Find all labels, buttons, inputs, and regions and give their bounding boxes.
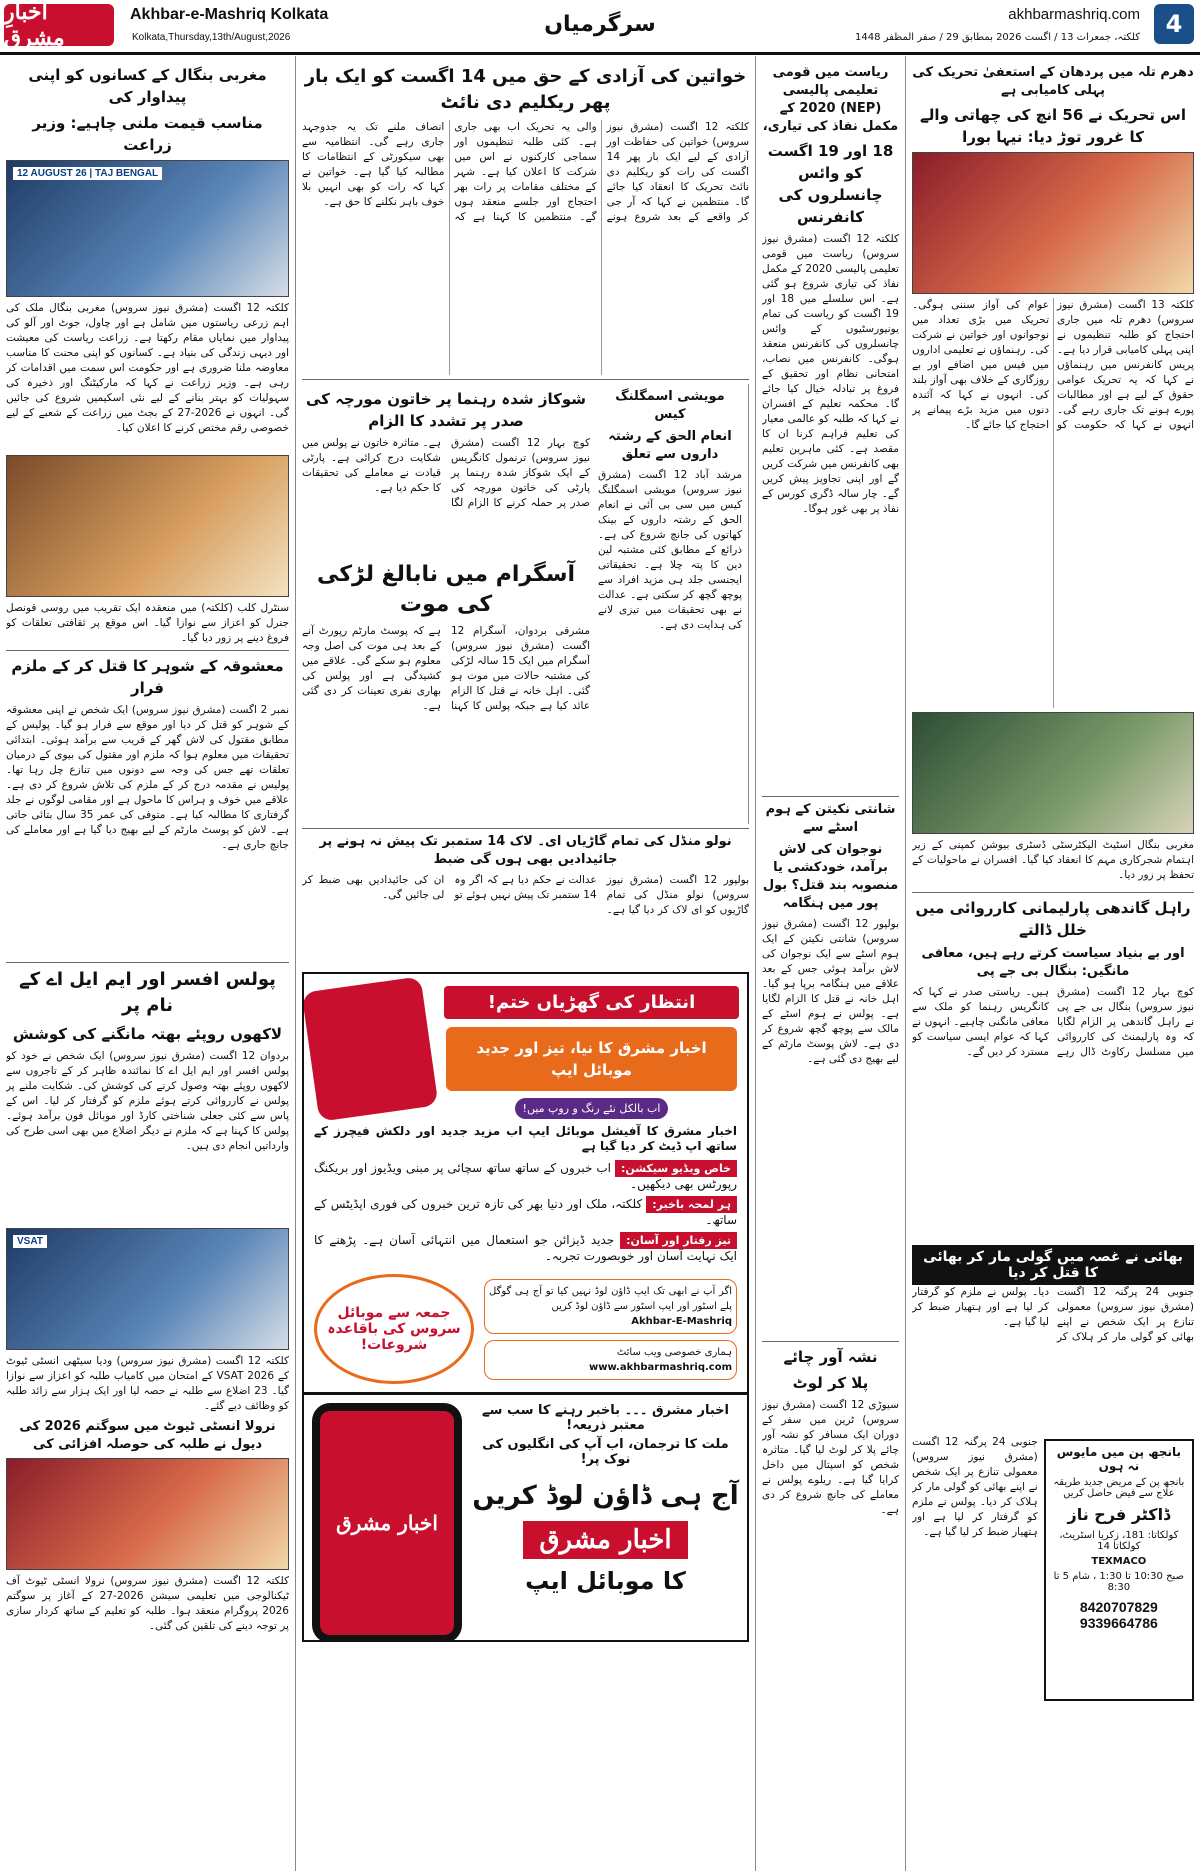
- ad-purple-wrap: [436, 1097, 747, 1119]
- article-murder-body: نمبر 2 اگست (مشرق نیوز سروس) ایک شخص نے اپنی معشوقہ کے شوہر کو قتل کر دیا اور موقع سے فرار ہو گیا۔ پولیس کے مطابق مقتول کی لاش گھر کے قریب سے برآمد ہوئی۔ ابتدائی تحقیقات میں معلوم ہوا کہ ملزم اور مقتول کی بیوی کے درمیان تعلقات تھے جس کی وجہ سے دونوں میں تنازع چل رہا تھا۔ پولیس نے مقدمہ درج کر کے ملزم کی تلاش شروع کر دی ہے۔ علاقے میں خوف و ہراس کا ماحول ہے اور مقامی لوگوں نے جلد گرفتاری کا مطالبہ کیا ہے۔ متوفی کی عمر 35 سال بتائی جاتی ہے۔ لاش کو پوسٹ مارٹم کے لیے بھیج دیا گیا ہے اور معاملے کی جانچ جاری ہے۔: [6, 704, 289, 851]
- center-mid-main: [302, 384, 590, 824]
- headline-nolu: نولو منڈل کی تمام گاڑیاں ای۔ لاک 14 ستمبر تک پیش نہ ہونے پر جائیدادیں بھی ہوں گی ضبط: [319, 834, 732, 867]
- ad-links: [484, 1279, 737, 1380]
- photo-caption-vsat: VSAT: [13, 1235, 47, 1248]
- page-number: 4: [1154, 4, 1194, 44]
- article-reclaim-body: کلکتہ 12 اگست (مشرق نیوز سروس) خواتین کی حفاظت اور آزادی کے لیے ایک بار پھر 14 اگست کی رات کو ریکلیم دی نائٹ تحریک کا انعقاد کیا جائے گا۔ منتظمین نے کہا کہ آر جی کر واقعے کے بعد شروع ہونے والی یہ تحریک اب بھی جاری ہے۔ کئی طلبہ تنظیموں اور سماجی کارکنوں نے اس میں شرکت کا اعلان کیا ہے۔ شہر کے مختلف مقامات پر رات بھر احتجاج اور جلسے منعقد ہوں گے۔ منتظمین کا کہنا ہے کہ انصاف ملنے تک یہ جدوجہد جاری رہے گی۔ انتظامیہ سے بھی سیکورٹی کے انتظامات کا مطالبہ کیا گیا ہے۔ خواتین نے کہا کہ رات کو بھی انہیں بلا خوف باہر نکلنے کا حق ہے۔: [302, 121, 749, 223]
- headline-extortion-sub: لاکھوں روپئے بھتہ مانگنے کی کوشش: [12, 1025, 283, 1043]
- headline-rahul-sub: اور بے بنیاد سیاست کرتے رہے ہیں، معافی مانگیں: بنگال بی جے پی: [921, 946, 1185, 979]
- article-nep-body: کلکتہ 12 اگست (مشرق نیوز سروس) ریاست میں قومی تعلیمی پالیسی 2020 کے مکمل نفاذ کی تیاری شروع ہو گئی ہے۔ اس سلسلے میں 18 اور 19 اگست کو ریاست کی تمام یونیورسٹیوں کے وائس چانسلروں کی کانفرنس منعقد ہوگی۔ کانفرنس میں نصاب، امتحانی نظام اور تحقیق کے فروغ پر تبادلہ خیال کیا جائے گا۔ محکمہ تعلیم کے افسران نے کہا کہ طلبہ کو عالمی معیار کی تعلیم فراہم کرنا ان کا مقصد ہے۔ کئی ماہرین تعلیم بھی کانفرنس میں شرکت کریں گے اور اپنی تجاویز پیش کریں گے۔ چار سالہ ڈگری کورس کے نفاذ پر بھی غور ہوگا۔: [762, 233, 899, 515]
- article-brother-body: جنوبی 24 پرگنہ 12 اگست (مشرق نیوز سروس) معمولی تنازع پر ایک شخص نے اپنے بھائی کو گولی مار کر ہلاک کر دیا۔ پولس نے ملزم کو گرفتار کر لیا ہے اور ہتھیار ضبط کر لیا گیا ہے۔: [912, 1286, 1194, 1343]
- ad-phone-screen: اخبار مشرق: [320, 1411, 454, 1635]
- center-mid-row: [302, 384, 749, 824]
- right-bottom-row: [912, 1435, 1194, 1705]
- divider: [302, 828, 749, 829]
- doctor-timing: صبح 10:30 تا 1:30 ، شام 5 تا 8:30: [1053, 1571, 1185, 1593]
- ad-side-1: اخبار مشرق ۔۔۔ باخبر رہنے کا سب سے معتبر ذریعہ!: [482, 1403, 729, 1433]
- doctor-address: کولکاتا: 181، زکریا اسٹریٹ، کولکاتا 14: [1059, 1530, 1179, 1552]
- headline-dharmatala-sub: اس تحریک نے 56 انچ کی چھاتی والے کا غرور توڑ دیا: نیہا بورا: [920, 106, 1186, 146]
- photo-plantation: [912, 712, 1194, 834]
- doctor-ad-title: بانجھ پن میں مایوس نہ ہوں: [1056, 1445, 1181, 1473]
- headline-farmers-sub: مناسب قیمت ملنی چاہیے: وزیر زراعت: [32, 114, 263, 154]
- ad-top-row: [304, 974, 747, 1120]
- article-tea-body: سیوڑی 12 اگست (مشرق نیوز سروس) ٹرین میں سفر کے دوران ایک مسافر کو نشہ آور چائے پلا کر لوٹ لیا گیا۔ متاثرہ شخص کو اسپتال میں داخل کرایا گیا ہے۔ ریلوے پولس نے معاملے کی جانچ شروع کر دی ہے۔: [762, 1399, 899, 1516]
- headline-cattle-sub: انعام الحق کے رشتہ داروں سے تعلق: [608, 429, 732, 462]
- headline-cattle: مویشی اسمگلنگ کیس: [615, 389, 725, 422]
- masthead: [0, 0, 1200, 55]
- ad-feature-1-tag: خاص ویڈیو سیکشن:: [615, 1160, 737, 1177]
- ad-feature-3: [304, 1230, 747, 1266]
- english-title: Akhbar-e-Mashriq Kolkata: [130, 6, 329, 23]
- column-left: [0, 56, 295, 1871]
- article-farmers-body: کلکتہ 12 اگست (مشرق نیوز سروس) مغربی بنگال ملک کی اہم زرعی ریاستوں میں شامل ہے اور چاول، جوٹ اور آلو کی پیداوار میں نمایاں مقام رکھتا ہے۔ زراعت ریاست کی معیشت اور دیہی زندگی کی بنیاد ہے۔ کسانوں کو اپنی محنت کا مناسب معاوضہ ملنا ضروری ہے اور حکومت اس سمت میں اقدامات کر رہی ہے۔ وزیر زراعت نے کہا کہ مارکیٹنگ اور ذخیرہ کی سہولیات کو بہتر بنانے کے لیے نئی اسکیمیں شروع کی جائیں گی۔ انہوں نے 2026-27 کے بجٹ میں زراعت کے شعبے کے لیے خصوصی رقم مختص کرنے کا اعلان کیا۔: [6, 302, 289, 434]
- headline-narula: نرولا انسٹی ٹیوٹ میں سوگتم 2026 کی دیول نے طلبہ کی حوصلہ افزائی کی: [19, 1419, 276, 1452]
- divider: [302, 379, 749, 380]
- ad-feature-1-text: اب خبروں کے ساتھ ساتھ سچائی پر مبنی ویڈیوز اور بریکنگ رپورٹس بھی دیکھیں۔: [314, 1161, 737, 1191]
- article-consul-body: سنٹرل کلب (کلکتہ) میں منعقدہ ایک تقریب میں روسی قونصل جنرل کو اعزاز سے نوازا گیا۔ اس موقع پر ثقافتی تعلقات کو فروغ دینے پر زور دیا گیا۔: [6, 602, 289, 644]
- doctor-phone-2[interactable]: 9339664786: [1079, 1615, 1158, 1631]
- logo: اخبارِ مشرق: [4, 4, 114, 46]
- headline-tea-sub: پلا کر لوٹ: [792, 1374, 869, 1392]
- ad-phone: [312, 1403, 462, 1642]
- ad-download-cta[interactable]: آج ہی ڈاؤن لوڈ کریں: [472, 1481, 739, 1511]
- urdu-date: کلکتہ، جمعرات 13 / اگست 2026 بمطابق 29 / صفر المظفر 1448: [855, 32, 1140, 43]
- column-center: [295, 56, 755, 1871]
- ad-headline: اخبار مشرق کا نیا، تیز اور جدید موبائل ایپ: [446, 1027, 737, 1091]
- article-rahul-body: کوچ بہار 12 اگست (مشرق نیوز سروس) بنگال بی جے پی نے راہل گاندھی پر الزام لگایا کہ وہ پارلیمنٹ کی کارروائی میں مسلسل رکاوٹ ڈال رہے ہیں۔ ریاستی صدر نے کہا کہ کانگریس رہنما کو ملک سے معافی مانگنی چاہیے۔ انہوں نے کہا کہ عوام ایسی سیاست کو مسترد کر دیں گے۔: [912, 986, 1194, 1058]
- ad-phone-small: [302, 976, 438, 1121]
- article-nolu-body: بولپور 12 اگست (مشرق نیوز سروس) نولو منڈل کی تمام گاڑیوں کو ای لاک کر دیا گیا ہے۔ عدالت نے حکم دیا ہے کہ اگر وہ 14 ستمبر تک پیش نہیں ہوئے تو ان کی جائیدادیں بھی ضبط کر لی جائیں گی۔: [302, 874, 749, 916]
- headline-brother: بھائی نے غصہ میں گولی مار کر بھائی کا قتل کر دیا: [912, 1245, 1194, 1285]
- article-brother-cont: جنوبی 24 پرگنہ 12 اگست (مشرق نیوز سروس) معمولی تنازع پر ایک شخص نے اپنے بھائی کو گولی مار کر ہلاک کر دیا۔ پولس نے ملزم کو گرفتار کر لیا ہے اور ہتھیار ضبط کر لیا گیا ہے۔: [912, 1436, 1038, 1538]
- article-dharmatala-body: کلکتہ 13 اگست (مشرق نیوز سروس) دھرم تلہ میں جاری احتجاج کو طلبہ تنظیموں نے اپنی پہلی کامیابی قرار دیا ہے۔ پریس کانفرنس میں رہنماؤں نے کہا کہ یہ تحریک عوامی حقوق کے لیے ہے اور مطالبات پورے ہونے تک جاری رہے گی۔ انہوں نے کہا کہ حکومت کو عوام کی آواز سننی ہوگی۔ تحریک میں بڑی تعداد میں نوجوانوں اور خواتین نے شرکت کی۔ رہنماؤں نے تعلیمی اداروں میں فیس میں اضافے اور بے روزگاری کے خلاف بھی آواز بلند کی۔ انہوں نے کہا کہ آئندہ دنوں میں مزید بڑے پیمانے پر احتجاج کیا جائے گا۔: [912, 299, 1194, 431]
- article-extortion-body: بردوان 12 اگست (مشرق نیوز سروس) ایک شخص نے خود کو پولس افسر اور ایم ایل اے کا نمائندہ ظاہر کر کے تاجروں سے لاکھوں روپئے بھتہ وصول کرنے کی کوشش کی۔ شکایت ملنے پر پولس نے کارروائی کرتے ہوئے ملزم کو گرفتار کر لیا۔ اس کے پاس سے کئی جعلی شناختی کارڈ اور موبائل فون برآمد ہوئے۔ پولس کا کہنا ہے کہ ملزم نے دیگر اضلاع میں بھی اسی طرح کی وارداتیں انجام دی ہیں۔: [6, 1050, 289, 1152]
- article-showcause-body: کوچ بہار 12 اگست (مشرق نیوز سروس) ترنمول کانگریس کے ایک شوکاز شدہ رہنما پر پارٹی کی خاتون مورچہ کی صدر پر حملہ کرنے کا الزام لگا ہے۔ متاثرہ خاتون نے پولس میں شکایت درج کرائی ہے۔ پارٹی قیادت نے معاملے کی تحقیقات کا حکم دیا ہے۔: [302, 437, 590, 509]
- doctor-ad-sub: بانجھ پن کے مریض جدید طریقہ علاج سے فیض حاصل کریں: [1053, 1477, 1185, 1499]
- headline-showcause: شوکاز شدہ رہنما پر خاتون مورچہ کی صدر پر تشدد کا الزام: [306, 390, 586, 430]
- article-vsat-body: کلکتہ 12 اگست (مشرق نیوز سروس) ودیا سیٹھی انسٹی ٹیوٹ کے VSAT 2026 کے امتحان میں کامیاب طلبہ کو اعزاز سے نوازا گیا۔ 23 اضلاع سے طلبہ نے حصہ لیا اور ایک ہزار سے زائد طلبہ کو وظائف دیے گئے۔: [6, 1355, 289, 1412]
- article-cattle-body: مرشد آباد 12 اگست (مشرق نیوز سروس) مویشی اسمگلنگ کیس میں سی بی آئی نے انعام الحق کے رشتہ داروں کے بینک کھاتوں کی جانچ شروع کی ہے۔ ذرائع کے مطابق کئی مشتبہ لین دین کا پتہ چلا ہے۔ تحقیقاتی ایجنسی جلد ہی مزید افراد سے پوچھ گچھ کر سکتی ہے۔ عدالت نے بھی تحقیقات میں تیزی لانے کی ہدایت دی ہے۔: [598, 469, 742, 631]
- ad-bottom-row: [304, 1392, 747, 1642]
- ad-mid-row: [304, 1266, 747, 1392]
- english-date: Kolkata,Thursday,13th/August,2026: [132, 32, 291, 43]
- ad-banner: انتظار کی گھڑیاں ختم!: [444, 986, 739, 1019]
- headline-farmers: مغربی بنگال کے کسانوں کو اپنی پیداوار کی: [28, 66, 267, 106]
- doctor-clinic: TEXMACO: [1091, 1556, 1147, 1567]
- headline-murder: معشوقہ کے شوہر کا قتل کر کے ملزم فرار: [11, 657, 284, 697]
- photo-press-conference: [912, 152, 1194, 294]
- ad-side-2: ملت کا ترجمان، اب آپ کی انگلیوں کی نوک پر!: [482, 1437, 729, 1467]
- ad-download-note: [484, 1279, 737, 1334]
- divider: [912, 892, 1194, 893]
- article-plantation-body: مغربی بنگال اسٹیٹ الیکٹرسٹی ڈسٹری بیوشن کمپنی کے زیر اہتمام شجرکاری مہم کا انعقاد کیا گیا۔ افسران نے ماحولیات کے تحفظ پر زور دیا۔: [912, 839, 1194, 881]
- ad-feature-1: [304, 1158, 747, 1194]
- ad-brand: اخبار مشرق: [523, 1521, 687, 1559]
- doctor-name: ڈاکٹر فرح ناز: [1067, 1505, 1171, 1524]
- ad-feature-3-tag: تیز رفتار اور آسان:: [620, 1232, 737, 1249]
- column-right: [905, 56, 1200, 1871]
- photo-vsat-students: [6, 1228, 289, 1350]
- ad-web-note-text: ہماری خصوصی ویب سائٹ: [616, 1346, 732, 1358]
- photo-narula-event: [6, 1458, 289, 1570]
- headline-extortion: پولس افسر اور ایم ایل اے کے نام پر: [19, 969, 276, 1016]
- ad-handle[interactable]: Akhbar-E-Mashriq: [631, 1315, 732, 1327]
- headline-rahul: راہل گاندھی پارلیمانی کارروائی میں خلل ڈالتے: [915, 899, 1191, 939]
- headline-nep-sub: 18 اور 19 اگست کو وائس چانسلروں کی کانفرنس: [767, 142, 894, 226]
- ad-intro: اخبار مشرق کا آفیشل موبائل ایپ اب مزید جدید اور دلکش فیچرز کے ساتھ اپ ڈیٹ کر دیا گیا ہے: [314, 1124, 737, 1153]
- ad-circle-badge: جمعہ سے موبائل سروس کی باقاعدہ شروعات!: [314, 1274, 474, 1384]
- ad-app-label: کا موبائل ایپ: [525, 1567, 686, 1595]
- headline-asgram: آسگرام میں نابالغ لڑکی کی موت: [316, 562, 576, 617]
- website-url[interactable]: akhbarmashriq.com: [1008, 6, 1140, 23]
- doctor-phone-1[interactable]: 8420707829: [1079, 1599, 1158, 1615]
- headline-nep: ریاست میں قومی تعلیمی پالیسی (NEP) 2020 کے مکمل نفاذ کی تیاری،: [762, 65, 899, 134]
- article-homestay-body: بولپور 12 اگست (مشرق نیوز سروس) شانتی نکیتن کے ایک ہوم اسٹے سے ایک نوجوان کی لاش برآمد ہوئی جس کے بعد علاقے میں ہنگامہ برپا ہو گیا۔ اہل خانہ نے قتل کا الزام لگایا ہے۔ پولس نے ہوم اسٹے کے مالک سے پوچھ گچھ شروع کر دی ہے۔ لاش پوسٹ مارٹم کے لیے بھیج دی گئی ہے۔: [762, 918, 899, 1065]
- divider: [6, 650, 289, 651]
- section-title: سرگرمیاں: [544, 11, 656, 37]
- ad-feature-2-tag: ہر لمحہ باخبر:: [646, 1196, 737, 1213]
- divider: [762, 796, 899, 797]
- ad-web-note: [484, 1340, 737, 1380]
- page-content: [0, 56, 1200, 1871]
- doctor-ad[interactable]: [1044, 1439, 1194, 1701]
- headline-homestay-sub: نوجوان کی لاش برآمد، خودکشی یا منصوبہ بند قتل؟ بول پور میں ہنگامہ: [762, 842, 899, 911]
- ad-website-link[interactable]: www.akhbarmashriq.com: [588, 1361, 732, 1373]
- column-nep: [755, 56, 905, 1871]
- ad-download-note-text: اگر آپ نے ابھی تک ایپ ڈاؤن لوڈ نہیں کیا تو آج ہی گوگل پلے اسٹور اور ایپ اسٹور سے ڈاؤن لوڈ کریں: [489, 1285, 732, 1312]
- photo-consul-event: [6, 455, 289, 597]
- photo-caption: 12 AUGUST 26 | TAJ BENGAL: [13, 167, 162, 180]
- ad-feature-2: [304, 1194, 747, 1230]
- app-advertisement[interactable]: [302, 972, 749, 1642]
- divider: [762, 1341, 899, 1342]
- article-narula-body: کلکتہ 12 اگست (مشرق نیوز سروس) نرولا انسٹی ٹیوٹ آف ٹیکنالوجی میں تعلیمی سیشن 2026-27 کے آغاز پر سوگتم 2026 پروگرام منعقد ہوا۔ طلبہ کو تعلیم کے ساتھ کردار سازی پر توجہ دینے کی تلقین کی گئی۔: [6, 1575, 289, 1632]
- ad-bottom-text: [472, 1403, 739, 1642]
- headline-reclaim-night: خواتین کی آزادی کے حق میں 14 اگست کو ایک بار پھر ریکلیم دی نائٹ: [304, 66, 747, 113]
- headline-homestay: شانتی نکیتن کے ہوم اسٹے سے: [765, 802, 896, 835]
- photo-agri-minister: [6, 160, 289, 297]
- divider: [6, 962, 289, 963]
- article-asgram-body: مشرقی بردوان، آسگرام 12 اگست (مشرق نیوز سروس) آسگرام میں ایک 15 سالہ لڑکی کی مشتبہ حالات میں موت ہو گئی۔ اہل خانہ نے قتل کا الزام عائد کیا ہے جبکہ پولس کا کہنا ہے کہ پوسٹ مارٹم رپورٹ آنے کے بعد ہی موت کی اصل وجہ معلوم ہو سکے گی۔ علاقے میں کشیدگی ہے اور پولس کی بھاری نفری تعینات کر دی گئی ہے۔: [302, 625, 590, 712]
- ad-feature-3-text: جدید ڈیزائن جو استعمال میں انتہائی آسان ہے۔ پڑھنے کا ایک نہایت آسان اور خوبصورت تجربہ۔: [314, 1233, 737, 1263]
- headline-dharmatala: دھرم تلہ میں پردھان کے استعفیٰ تحریک کی پہلی کامیابی ہے: [912, 65, 1194, 98]
- headline-tea: نشہ آور چائے: [783, 1348, 878, 1366]
- center-mid-side: [598, 384, 749, 824]
- ad-top-text: [436, 978, 747, 1119]
- ad-feature-2-text: کلکتہ، ملک اور دنیا بھر کی تازہ ترین خبروں کی فوری اپڈیٹس کے ساتھ۔: [314, 1197, 737, 1227]
- ad-tagline: اب بالکل نئے رنگ و روپ میں!: [515, 1098, 669, 1119]
